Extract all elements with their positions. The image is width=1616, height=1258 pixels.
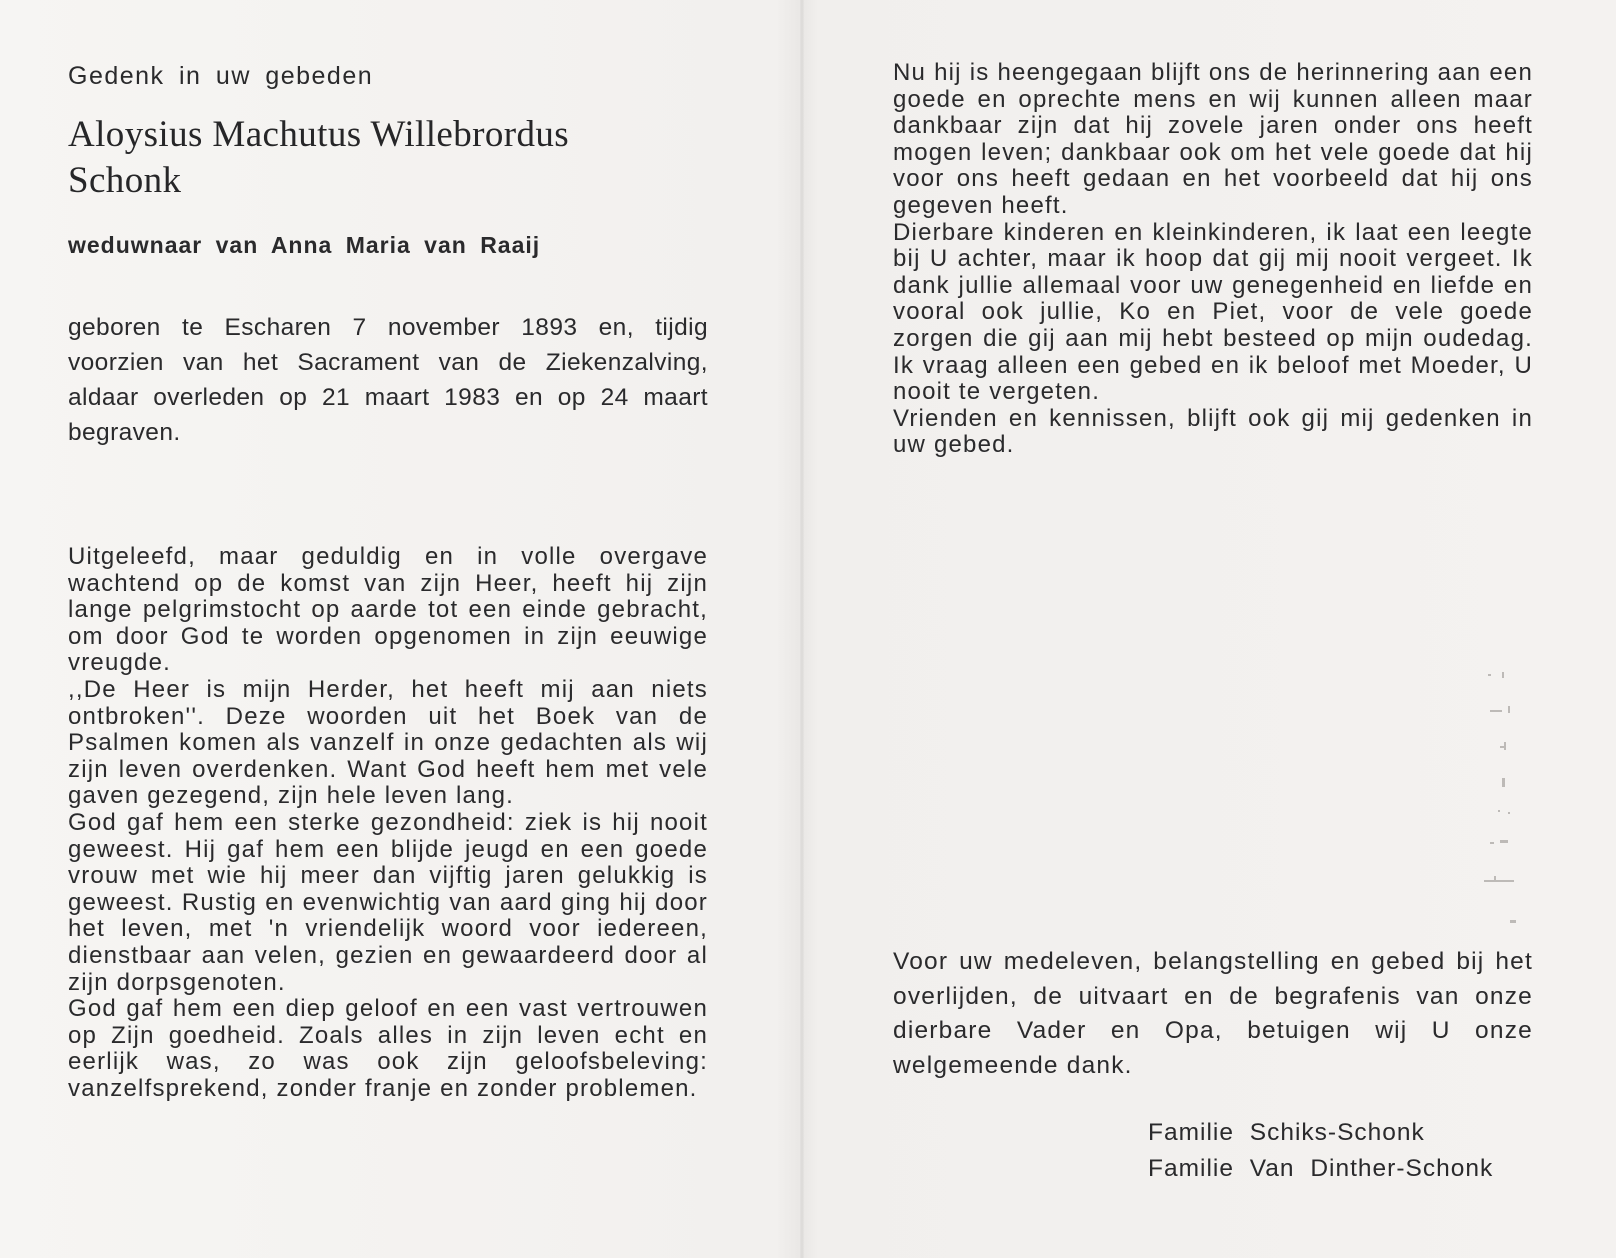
left-paragraph-1: Uitgeleefd, maar geduldig en in volle overgave wachtend op de komst van zijn Heer, heeft hij zijn lange pelgrimstocht op aarde tot een einde gebracht, om door God te worden opgenomen in zijn eeuwige vreugde. bbox=[68, 543, 708, 677]
paper-bleed-marks bbox=[1480, 670, 1570, 940]
right-body-text bbox=[893, 60, 1533, 459]
left-paragraph-2: ,,De Heer is mijn Herder, het heeft mij aan niets ontbroken''. Deze woorden uit het Boek van de Psalmen komen als vanzelf in onze gedachten als wij zijn leven overdenken. Want God heeft hem met vele gaven gezegend, zijn hele leven lang. bbox=[68, 675, 708, 810]
signature-line-2: Familie Van Dinther-Schonk bbox=[1148, 1155, 1494, 1182]
signature-line-1: Familie Schiks-Schonk bbox=[1148, 1119, 1425, 1146]
right-paragraph-1: Nu hij is heengegaan blijft ons de herinnering aan een goede en oprechte mens en wij kunnen alleen maar dankbaar zijn dat hij zovele jaren onder ons heeft mogen leven; dankbaar ook om het vele goede dat hij voor ons heeft gedaan en het voorbeeld dat hij ons gegeven heeft. bbox=[893, 59, 1533, 219]
right-paragraph-3: Vrienden en kennissen, blijft ook gij mij gedenken in uw gebed. bbox=[893, 404, 1533, 459]
birth-death-paragraph: geboren te Escharen 7 november 1893 en, tijdig voorzien van het Sacrament van de Ziekenzalving, aldaar overleden op 21 maart 1983 en op 24 maart begraven. bbox=[68, 314, 708, 446]
family-signatures bbox=[1148, 1115, 1493, 1187]
deceased-name-line-2: Schonk bbox=[68, 160, 182, 201]
right-paragraph-2: Dierbare kinderen en kleinkinderen, ik laat een leegte bij U achter, maar ik hoop dat gij mij nooit vergeet. Ik dank jullie allemaal voor uw genegenheid en liefde en vooral ook jullie, Ko en Piet, voor de vele goede zorgen die gij aan mij hebt besteed op mijn oudedag. Ik vraag alleen een gebed en ik beloof met Moeder, U nooit te vergeten. bbox=[893, 218, 1533, 406]
widower-line: weduwnaar van Anna Maria van Raaij bbox=[68, 232, 541, 258]
deceased-name bbox=[68, 112, 708, 204]
left-paragraph-3: God gaf hem een sterke gezondheid: ziek is hij nooit geweest. Hij gaf hem een blijde jeugd en een goede vrouw met wie hij meer dan vijftig jaren gelukkig is geweest. Rustig en evenwichtig van aard ging hij door het leven, met 'n vriendelijk woord voor iedereen, dienstbaar aan velen, gezien en gewaardeerd door al zijn dorpsgenoten. bbox=[68, 808, 708, 996]
thanks-paragraph: Voor uw medeleven, belangstelling en gebed bij het overlijden, de uitvaart en de begrafenis van onze dierbare Vader en Opa, betuigen wij U onze welgemeende dank. bbox=[893, 948, 1533, 1079]
bleed-through-marks-graphic bbox=[1480, 670, 1570, 940]
deceased-name-line-1: Aloysius Machutus Willebrordus bbox=[68, 114, 570, 155]
card-fold-line bbox=[800, 0, 804, 1258]
left-body-text bbox=[68, 544, 708, 1102]
memorial-heading: Gedenk in uw gebeden bbox=[68, 62, 374, 90]
left-paragraph-4: God gaf hem een diep geloof en een vast vertrouwen op Zijn goedheid. Zoals alles in zijn leven echt en eerlijk was, zo was ook zijn geloofsbeleving: vanzelfsprekend, zonder franje en zonder problemen. bbox=[68, 995, 708, 1102]
